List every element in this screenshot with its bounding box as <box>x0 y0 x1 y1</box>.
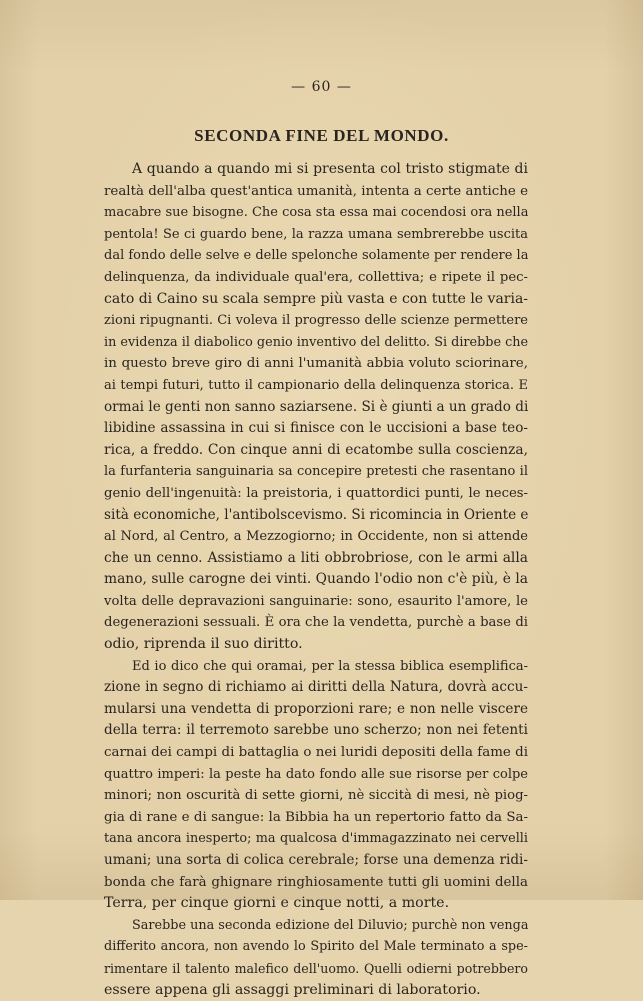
text-line: in questo breve giro di anni l'umanità abbia voluto sciorinare, <box>104 356 528 372</box>
text-line: genio dell'ingenuità: la preistoria, i quattordici punti, le neces- <box>104 485 528 501</box>
text-line: rica, a freddo. Con cinque anni di ecatombe sulla coscienza, <box>104 441 528 458</box>
text-line: sità economiche, l'antibolscevismo. Si ricomincia in Oriente e <box>104 506 528 523</box>
text-line: mularsi una vendetta di proporzioni rare; e non nelle viscere <box>104 700 528 717</box>
text-line: tana ancora inesperto; ma qualcosa d'immagazzinato nei cervelli <box>104 831 528 847</box>
text-line: ai tempi futuri, tutto il campionario della delinquenza storica. E <box>104 377 528 393</box>
text-line: odio, riprenda il suo diritto. <box>104 636 303 653</box>
text-line: che un cenno. Assistiamo a liti obbrobriose, con le armi alla <box>104 549 528 566</box>
body-text <box>104 159 528 1001</box>
text-line: bonda che farà ghignare ringhiosamente tutti gli uomini della <box>104 874 528 890</box>
text-line: cato di Caino su scala sempre più vasta e con tutte le varia- <box>104 290 528 307</box>
text-line: pentola! Se ci guardo bene, la razza umana sembrerebbe uscita <box>104 226 528 242</box>
text-line: in evidenza il diabolico genio inventivo del delitto. Si direbbe che <box>104 334 528 350</box>
page-number: — 60 — <box>291 79 352 95</box>
text-line: la furfanteria sanguinaria sa concepire pretesti che rasentano il <box>104 464 528 480</box>
text-line: della terra: il terremoto sarebbe uno scherzo; non nei fetenti <box>104 722 528 739</box>
text-line: zioni ripugnanti. Ci voleva il progresso delle scienze permettere <box>104 313 528 329</box>
text-line: ormai le genti non sanno saziarsene. Si è giunti a un grado di <box>104 398 528 415</box>
text-line: al Nord, al Centro, a Mezzogiorno; in Occidente, non si attende <box>104 529 528 545</box>
text-line: delinquenza, da individuale qual'era, collettiva; e ripete il pec- <box>104 269 528 285</box>
text-line: differito ancora, non avendo lo Spirito del Male terminato a spe- <box>104 939 528 955</box>
text-line: volta delle depravazioni sanguinarie: sono, esaurito l'amore, le <box>104 593 528 609</box>
text-line: quattro imperi: la peste ha dato fondo alle sue risorse per colpe <box>104 766 528 782</box>
paragraph <box>104 159 528 656</box>
text-line: umani; una sorta di colica cerebrale; forse una demenza ridi- <box>104 852 528 868</box>
paragraph <box>104 656 528 915</box>
text-line: gia di rane e di sangue: la Bibbia ha un repertorio fatto da Sa- <box>104 809 528 825</box>
text-line: macabre sue bisogne. Che cosa sta essa mai cocendosi ora nella <box>104 205 528 221</box>
text-line: zione in segno di richiamo ai diritti della Natura, dovrà accu- <box>104 679 528 696</box>
text-line: realtà dell'alba quest'antica umanità, intenta a certe antiche e <box>104 183 528 199</box>
text-line: Ed io dico che qui oramai, per la stessa biblica esemplifica- <box>132 658 528 674</box>
text-line: A quando a quando mi si presenta col tristo stigmate di <box>132 161 528 177</box>
text-line: rimentare il talento malefico dell'uomo. Quelli odierni potrebbero <box>104 960 528 976</box>
text-line: degenerazioni sessuali. È ora che la vendetta, purchè a base di <box>104 615 528 631</box>
text-line: mano, sulle carogne dei vinti. Quando l'odio non c'è più, è la <box>104 571 528 588</box>
paragraph <box>104 915 528 1001</box>
text-line: Sarebbe una seconda edizione del Diluvio; purchè non venga <box>132 917 528 933</box>
text-line: essere appena gli assaggi preliminari di laboratorio. <box>104 981 481 998</box>
text-line: Terra, per cinque giorni e cinque notti, a morte. <box>104 895 450 912</box>
text-line: dal fondo delle selve e delle spelonche solamente per rendere la <box>104 248 528 264</box>
text-line: carnai dei campi di battaglia o nei luridi depositi della fame di <box>104 745 528 761</box>
chapter-title: SECONDA FINE DEL MONDO. <box>194 126 449 145</box>
text-line: minori; non oscurità di sette giorni, nè siccità di mesi, nè piog- <box>104 788 528 804</box>
text-line: libidine assassina in cui si finisce con le uccisioni a base teo- <box>104 420 528 437</box>
